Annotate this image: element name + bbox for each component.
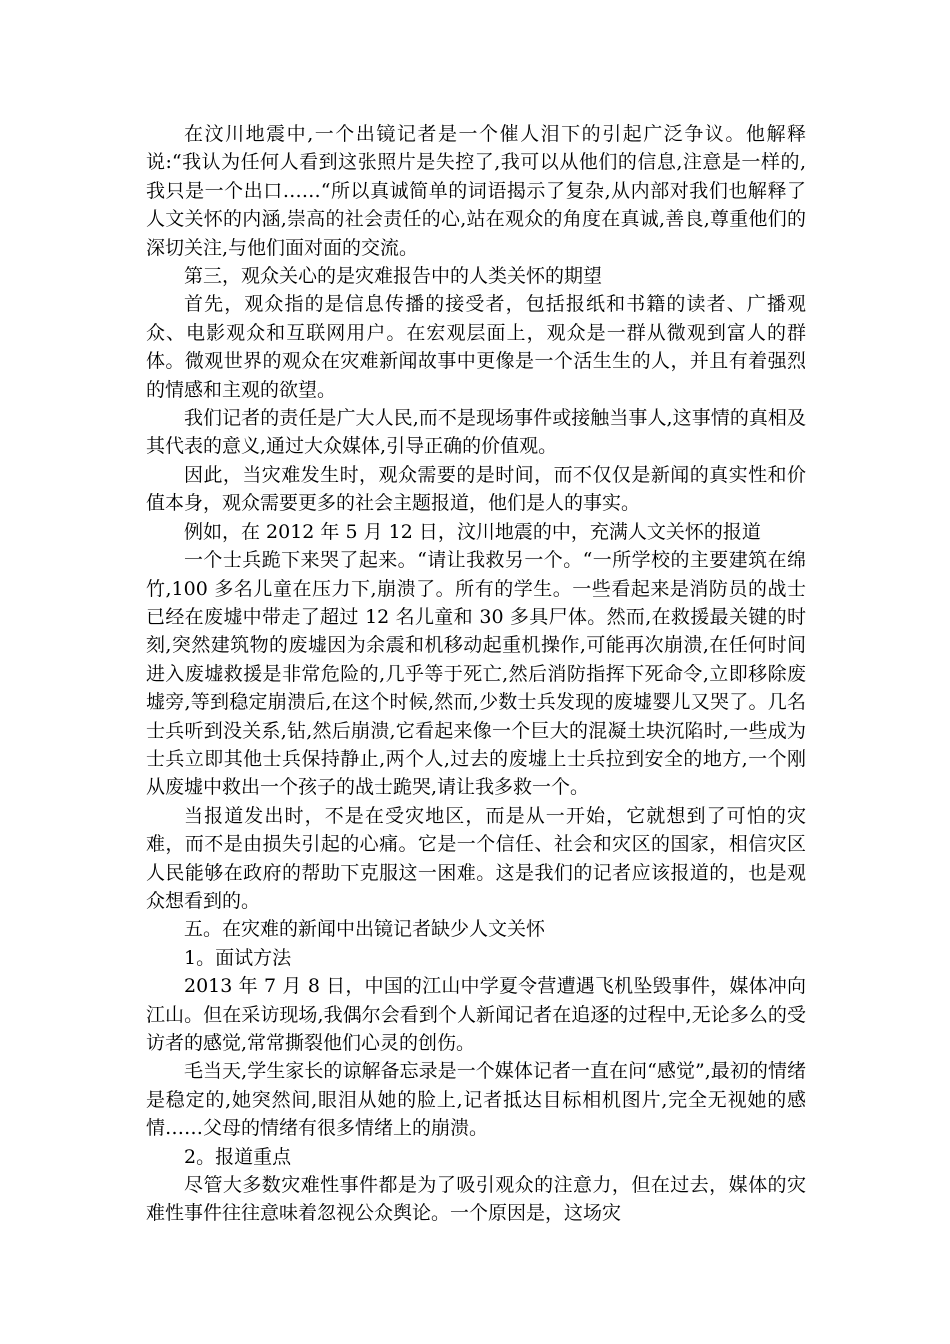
- paragraph-audience-definition: 首先，观众指的是信息传播的接受者，包括报纸和书籍的读者、广播观众、电影观众和互联网用户。在宏观层面上，观众是一群从微观到富人的群体。微观世界的观众在灾难新闻故事中更像是一个活生生的人，并且有着强烈的情感和主观的欲望。: [146, 293, 806, 401]
- paragraph-heading-third: 第三，观众关心的是灾难报告中的人类关怀的期望: [184, 265, 603, 288]
- paragraph-jiangshan-crash: 2013 年 7 月 8 日，中国的江山中学夏令营遭遇飞机坠毁事件，媒体冲向江山。但在采访现场,我偶尔会看到个人新闻记者在追逐的过程中,无论多么的受访者的感觉,常常撕裂他们心灵的创伤。: [146, 975, 806, 1054]
- paragraph-heading-interview-method: 1。面试方法: [184, 946, 292, 969]
- paragraph-parent-emotion: 毛当天,学生家长的谅解备忘录是一个媒体记者一直在问“感觉”,最初的情绪是稳定的,她突然间,眼泪从她的脸上,记者抵达目标相机图片,完全无视她的感情……父母的情绪有很多情绪上的崩溃。: [146, 1060, 806, 1140]
- paragraph-soldier-story: 一个士兵跪下来哭了起来。“请让我救另一个。“一所学校的主要建筑在绵竹,100 多名儿童在压力下,崩溃了。所有的学生。一些看起来是消防员的战士已经在废墟中带走了超过 12 名儿童和 30 多具尸体。然而,在救援最关键的时刻,突然建筑物的废墟因为余震和机移动起重机操作,可能再次崩溃,在任何时间进入废墟救援是非常危险的,几乎等于死亡,然后消防指挥下死命令,立即移除废墟旁,等到稳定崩溃后,在这个时候,然而,少数士兵发现的废墟婴儿又哭了。几名士兵听到没关系,钻,然后崩溃,它看起来像一个巨大的混凝土块沉陷时,一些成为士兵立即其他士兵保持静止,两个人,过去的废墟上士兵拉到安全的地方,一个刚从废墟中救出一个孩子的战士跪哭,请让我多救一个。: [146, 549, 806, 799]
- paragraph-wenchuan-reporter: 在汶川地震中,一个出镜记者是一个催人泪下的引起广泛争议。他解释说:“我认为任何人看到这张照片是失控了,我可以从他们的信息,注意是一样的,我只是一个出口……“所以真诚简单的词语揭示了复杂,从内部对我们也解释了人文关怀的内涵,崇高的社会责任的心,站在观众的角度在真诚,善良,尊重他们的深切关注,与他们面对面的交流。: [146, 123, 806, 259]
- paragraph-example-intro: 例如，在 2012 年 5 月 12 日，汶川地震的中，充满人文关怀的报道: [184, 520, 761, 543]
- paragraph-report-released: 当报道发出时，不是在受灾地区，而是从一开始，它就想到了可怕的灾难，而不是由损失引起的心痛。它是一个信任、社会和灾区的国家，相信灾区人民能够在政府的帮助下克服这一困难。这是我们的记者应该报道的，也是观众想看到的。: [146, 804, 806, 912]
- paragraph-therefore: 因此，当灾难发生时，观众需要的是时间，而不仅仅是新闻的真实性和价值本身，观众需要更多的社会主题报道，他们是人的事实。: [146, 463, 806, 515]
- paragraph-heading-five: 五。在灾难的新闻中出镜记者缺少人文关怀: [184, 918, 546, 941]
- paragraph-disaster-attention: 尽管大多数灾难性事件都是为了吸引观众的注意力，但在过去，媒体的灾难性事件往往意味着忽视公众舆论。一个原因是，这场灾: [146, 1174, 806, 1225]
- paragraph-journalist-responsibility: 我们记者的责任是广大人民,而不是现场事件或接触当事人,这事情的真相及其代表的意义,通过大众媒体,引导正确的价值观。: [146, 407, 806, 458]
- document-body: [146, 120, 806, 1228]
- paragraph-heading-report-focus: 2。报道重点: [184, 1145, 292, 1168]
